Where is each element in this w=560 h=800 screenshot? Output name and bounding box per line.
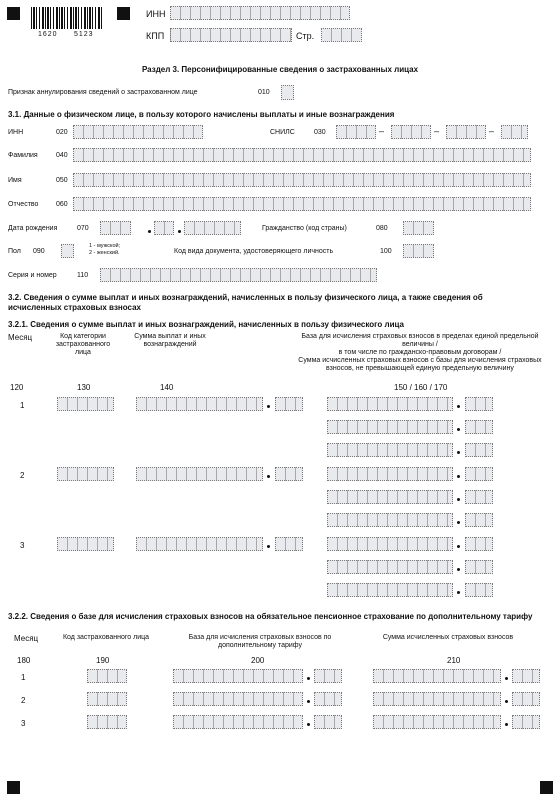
s322-sum-field[interactable] [373,692,501,706]
s321-base-kop-field[interactable] [465,443,493,457]
s321-base-field[interactable] [327,490,453,504]
s321-col-base: База для исчисления страховых взносов в пределах единой предельной величины / в том числе по гражданско-правовым договорам / Сумма исчисленных страховых взносов с базы для исчисления страховых взносов, не превышающей единую предельную величину [298,333,542,373]
s322-row-label: 2 [21,696,26,705]
s31-name-field[interactable] [73,173,531,187]
s321-base-field[interactable] [327,443,453,457]
annul-label: Признак аннулирования сведений о застрахованном лице [8,89,198,96]
s321-base-dot [457,451,460,454]
s31-snils-dash-2: – [434,126,440,136]
s322-col-code: Код застрахованного лица [62,634,150,641]
s31-series-code: 110 [77,272,89,279]
s322-code-field[interactable] [87,715,127,729]
s321-col-month: Месяц [8,333,33,342]
s322-base-dot [307,723,310,726]
s321-base-kop-field[interactable] [465,490,493,504]
s321-row-label: 2 [20,471,25,480]
s321-row-label: 3 [20,541,25,550]
barcode-number-right: 5123 [74,31,94,38]
s322-code-sum: 210 [447,656,461,665]
s31-snils-field-3[interactable] [446,125,486,139]
s31-birth-day-field[interactable] [100,221,131,235]
s31-sex-label: Пол [8,248,21,255]
s321-base-dot [457,545,460,548]
s321-base-field[interactable] [327,560,453,574]
s31-surname-field[interactable] [73,148,531,162]
s321-col-sum: Сумма выплат и иных вознаграждений [134,333,206,349]
s321-sum-kop-field[interactable] [275,397,303,411]
header-inn-label: ИНН [146,9,166,19]
s321-col-category: Код категории застрахованного лица [55,333,111,357]
s322-sum-dot [505,677,508,680]
s321-base-field[interactable] [327,583,453,597]
s322-base-kop-field[interactable] [314,669,342,683]
s321-base-field[interactable] [327,513,453,527]
s321-sum-dot [267,545,270,548]
s31-sex-code: 090 [33,248,45,255]
s322-code-month: 180 [17,656,31,665]
s31-snils-field-4[interactable] [501,125,528,139]
s31-citizenship-code: 080 [376,225,388,232]
s31-snils-field-1[interactable] [336,125,376,139]
header-inn-field[interactable] [170,6,350,20]
s322-base-field[interactable] [173,692,303,706]
s31-sex-field[interactable] [61,244,74,258]
s322-row-label: 1 [21,673,26,682]
corner-marker-top-mid [117,7,130,20]
s321-sum-kop-field[interactable] [275,537,303,551]
s31-snils-dash-1: – [379,126,385,136]
s321-sum-field[interactable] [136,467,263,481]
corner-marker-top-left [7,7,20,20]
s322-base-field[interactable] [173,669,303,683]
header-page-field[interactable] [321,28,362,42]
s321-base-dot [457,498,460,501]
s31-series-label: Серия и номер [8,272,57,279]
s321-sum-field[interactable] [136,397,263,411]
s31-birth-code: 070 [77,225,89,232]
s321-sum-kop-field[interactable] [275,467,303,481]
s31-patronymic-label: Отчество [8,201,39,208]
header-page-label: Стр. [296,31,315,41]
s31-birth-dot-1 [148,230,151,233]
s321-category-field[interactable] [57,397,114,411]
s31-snils-dash-3: – [489,126,495,136]
s321-base-field[interactable] [327,537,453,551]
s31-name-code: 050 [56,177,68,184]
s31-snils-field-2[interactable] [391,125,431,139]
s322-base-dot [307,700,310,703]
s32-title: 3.2. Сведения о сумме выплат и иных вознаграждений, начисленных в пользу физического лица, а также сведения об исчисленных страховых взносах [8,293,483,312]
s31-doc-type-field[interactable] [403,244,434,258]
s321-base-dot [457,405,460,408]
s321-sum-field[interactable] [136,537,263,551]
s321-code-sum: 140 [160,383,174,392]
s31-birth-year-field[interactable] [184,221,241,235]
s321-base-kop-field[interactable] [465,513,493,527]
s31-citizenship-field[interactable] [403,221,434,235]
s322-sum-field[interactable] [373,669,501,683]
s31-birth-dot-2 [178,230,181,233]
s321-base-kop-field[interactable] [465,467,493,481]
s322-col-sum: Сумма исчисленных страховых взносов [382,634,514,641]
s321-row-label: 1 [20,401,25,410]
s322-sum-kop-field[interactable] [512,715,540,729]
s322-col-base: База для исчисления страховых взносов по дополнительному тарифу [188,634,332,650]
s322-code-field[interactable] [87,669,127,683]
s321-category-field[interactable] [57,537,114,551]
s31-doc-type-code: 100 [380,248,392,255]
s322-base-dot [307,677,310,680]
s31-doc-type-label: Код вида документа, удостоверяющего личность [174,248,334,255]
s31-surname-label: Фамилия [8,152,38,159]
s31-inn-code: 020 [56,129,68,136]
header-kpp-field[interactable] [170,28,292,42]
s31-title: 3.1. Данные о физическом лице, в пользу которого начислены выплаты и иные вознаграждения [8,110,395,119]
s321-base-dot [457,568,460,571]
s322-row-label: 3 [21,719,26,728]
s321-base-dot [457,428,460,431]
s31-surname-code: 040 [56,152,68,159]
s321-code-base: 150 / 160 / 170 [394,383,448,392]
s322-col-month: Месяц [14,634,39,643]
s321-base-field[interactable] [327,397,453,411]
header-kpp-label: КПП [146,31,165,41]
s322-code-base: 200 [251,656,265,665]
s322-sum-dot [505,723,508,726]
s321-sum-dot [267,475,270,478]
s322-sum-field[interactable] [373,715,501,729]
s31-inn-field[interactable] [73,125,203,139]
s31-birth-month-field[interactable] [154,221,174,235]
s321-code-month: 120 [10,383,24,392]
s321-category-field[interactable] [57,467,114,481]
s321-base-kop-field[interactable] [465,397,493,411]
s31-birth-label: Дата рождения [8,225,58,232]
s321-base-kop-field[interactable] [465,560,493,574]
s322-sum-kop-field[interactable] [512,669,540,683]
s31-inn-label: ИНН [8,129,24,136]
s31-citizenship-label: Гражданство (код страны) [262,225,347,232]
s31-sex-options: 1 - мужской; 2 - женский. [89,243,121,256]
s321-code-category: 130 [77,383,91,392]
s31-name-label: Имя [8,177,22,184]
s322-title: 3.2.2. Сведения о базе для исчисления страховых взносов на обязательное пенсионное страхование по дополнительному тарифу [8,612,533,621]
barcode-number-left: 1620 [38,31,58,38]
s31-patronymic-field[interactable] [73,197,531,211]
section-title: Раздел 3. Персонифицированные сведения о застрахованных лицах [141,65,419,74]
s322-code-field[interactable] [87,692,127,706]
s321-base-kop-field[interactable] [465,420,493,434]
s322-sum-kop-field[interactable] [512,692,540,706]
s322-code-code: 190 [96,656,110,665]
s322-sum-dot [505,700,508,703]
s31-patronymic-code: 060 [56,201,68,208]
corner-marker-bottom-left [7,781,20,794]
barcode [31,7,103,29]
s321-sum-dot [267,405,270,408]
s321-title: 3.2.1. Сведения о сумме выплат и иных вознаграждений, начисленных в пользу физического лица [8,320,404,329]
s321-base-kop-field[interactable] [465,537,493,551]
corner-marker-bottom-right [540,781,553,794]
s321-base-kop-field[interactable] [465,583,493,597]
s31-snils-code: 030 [314,129,326,136]
s322-base-kop-field[interactable] [314,692,342,706]
s321-base-field[interactable] [327,420,453,434]
s322-base-field[interactable] [173,715,303,729]
s321-base-dot [457,591,460,594]
s31-snils-label: СНИЛС [270,129,295,136]
annul-code: 010 [258,89,270,96]
s321-base-dot [457,475,460,478]
s321-base-field[interactable] [327,467,453,481]
s31-series-field[interactable] [100,268,377,282]
s322-base-kop-field[interactable] [314,715,342,729]
annul-field[interactable] [281,85,294,100]
s321-base-dot [457,521,460,524]
